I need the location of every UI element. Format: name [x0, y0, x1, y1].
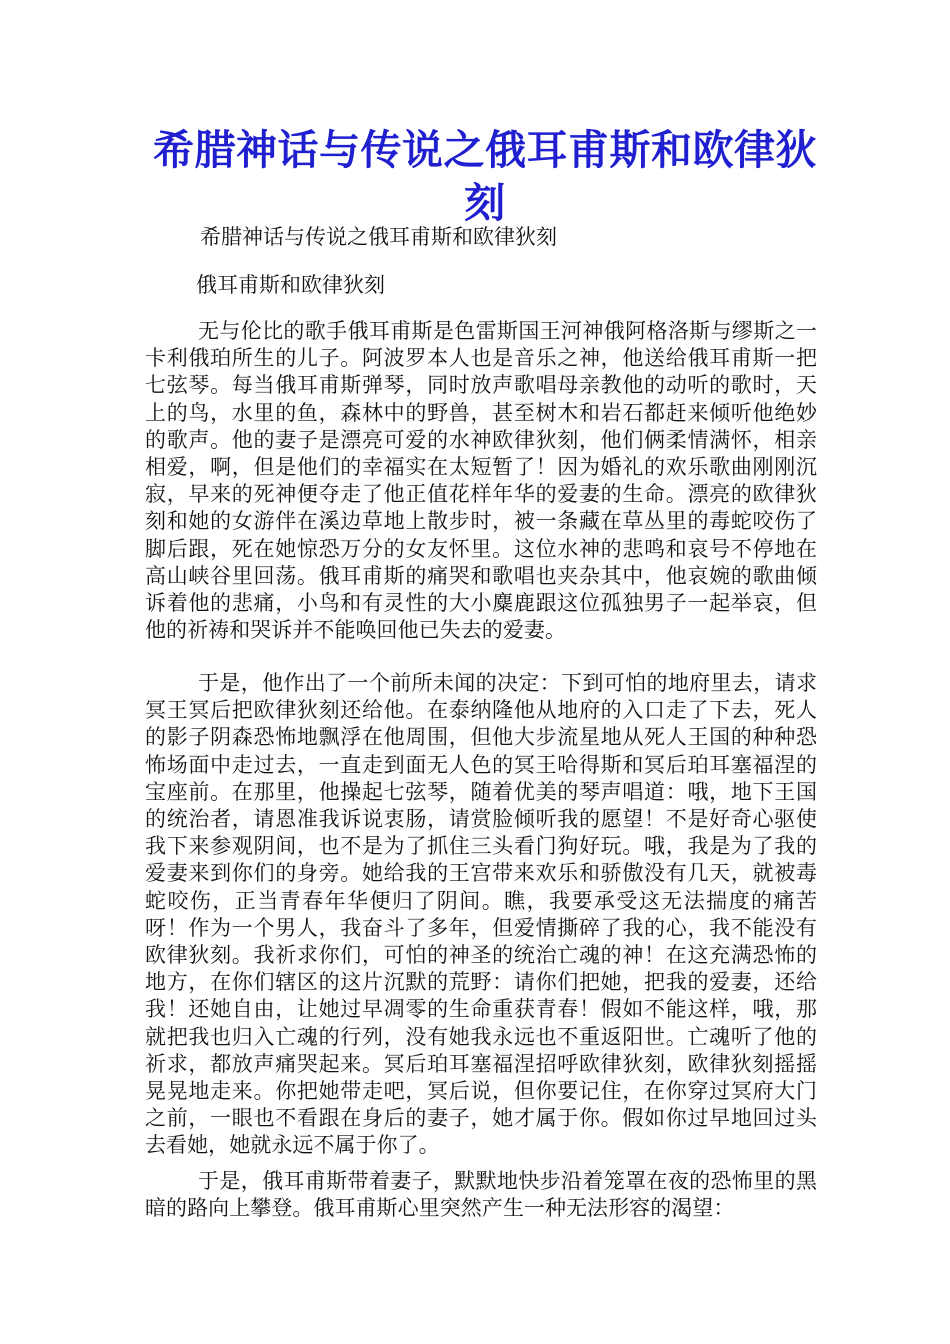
document-title: 希腊神话与传说之俄耳甫斯和欧律狄刻 [153, 126, 817, 227]
section-heading: 俄耳甫斯和欧律狄刻 [196, 273, 385, 297]
paragraph: 无与伦比的歌手俄耳甫斯是色雷斯国王河神俄阿格洛斯与缪斯之一卡利俄珀所生的儿子。阿波罗本人也是音乐之神，他送给俄耳甫斯一把七弦琴。每当俄耳甫斯弹琴，同时放声歌唱母亲教他的动听的歌时，天上的鸟，水里的鱼，森林中的野兽，甚至树木和岩石都赶来倾听他绝妙的歌声。他的妻子是漂亮可爱的水神欧律狄刻，他们俩柔情满怀，相亲相爱，啊，但是他们的幸福实在太短暂了！因为婚礼的欢乐歌曲刚刚沉寂，早来的死神便夺走了他正值花样年华的爱妻的生命。漂亮的欧律狄刻和她的女游伴在溪边草地上散步时，被一条藏在草丛里的毒蛇咬伤了脚后跟，死在她惊恐万分的女友怀里。这位水神的悲鸣和哀号不停地在高山峡谷里回荡。俄耳甫斯的痛哭和歌唱也夹杂其中，他哀婉的歌曲倾诉着他的悲痛，小鸟和有灵性的大小麋鹿跟这位孤独男子一起举哀，但他的祈祷和哭诉并不能唤回他已失去的爱妻。 [145, 319, 817, 643]
document-subtitle: 希腊神话与传说之俄耳甫斯和欧律狄刻 [200, 225, 557, 249]
paragraph: 于是，他作出了一个前所未闻的决定：下到可怕的地府里去，请求冥王冥后把欧律狄刻还给他。在泰纳隆他从地府的入口走了下去，死人的影子阴森恐怖地飘浮在他周围，但他大步流星地从死人王国的种种恐怖场面中走过去，一直走到面无人色的冥王哈得斯和冥后珀耳塞福涅的宝座前。在那里，他操起七弦琴，随着优美的琴声唱道：哦，地下王国的统治者，请恩准我诉说衷肠，请赏脸倾听我的愿望！不是好奇心驱使我下来参观阴间，也不是为了抓住三头看门狗好玩。哦，我是为了我的爱妻来到你们的身旁。她给我的王宫带来欢乐和骄傲没有几天，就被毒蛇咬伤，正当青春年华便归了阴间。瞧，我要承受这无法揣度的痛苦呀！作为一个男人，我奋斗了多年，但爱情撕碎了我的心，我不能没有欧律狄刻。我祈求你们，可怕的神圣的统治亡魂的神！在这充满恐怖的地方，在你们辖区的这片沉默的荒野：请你们把她，把我的爱妻，还给我！还她自由，让她过早凋零的生命重获青春！假如不能这样，哦，那就把我也归入亡魂的行列，没有她我永远也不重返阳世。亡魂听了他的祈求，都放声痛哭起来。冥后珀耳塞福涅招呼欧律狄刻，欧律狄刻摇摇晃晃地走来。你把她带走吧，冥后说，但你要记住，在你穿过冥府大门之前，一眼也不看跟在身后的妻子，她才属于你。假如你过早地回过头去看她，她就永远不属于你了。 [145, 671, 817, 1158]
paragraph: 于是，俄耳甫斯带着妻子，默默地快步沿着笼罩在夜的恐怖里的黑暗的路向上攀登。俄耳甫斯心里突然产生一种无法形容的渴望： [145, 1169, 817, 1221]
